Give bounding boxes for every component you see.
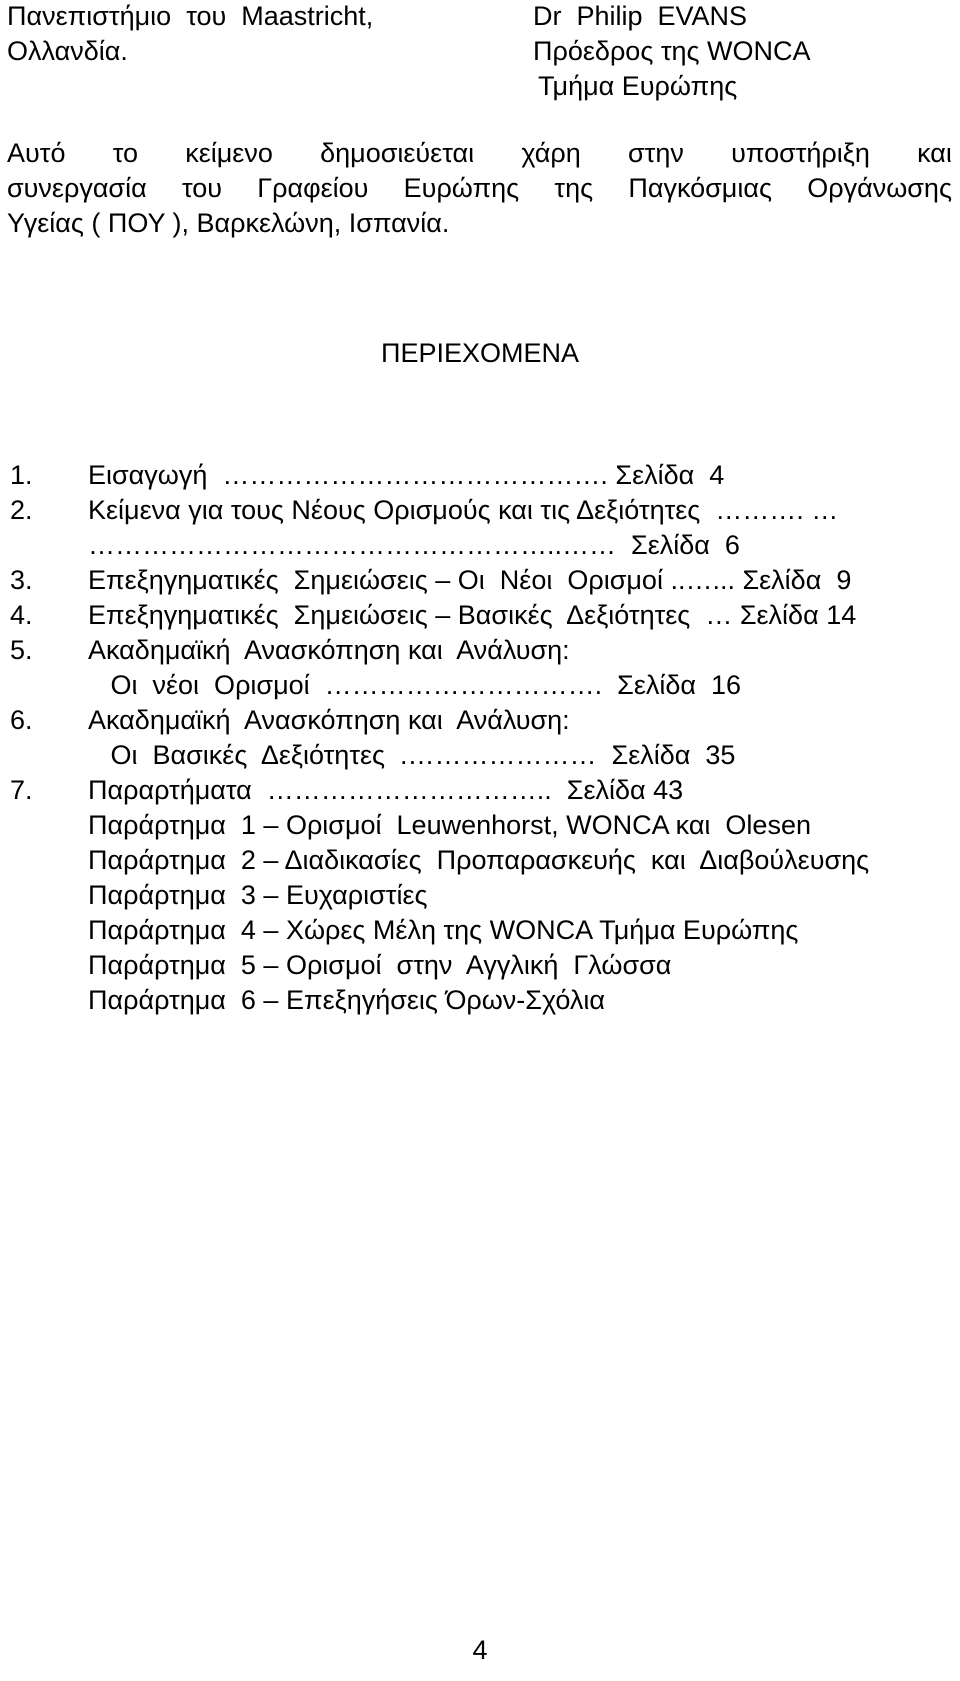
toc-item-number: 6. (10, 705, 33, 735)
intro-word: χάρη (521, 138, 581, 168)
appendix-item: Παράρτημα 5 – Ορισμοί στην Αγγλική Γλώσσα (88, 950, 672, 980)
intro-line-1 (7, 140, 952, 167)
appendix-item: Παράρτημα 2 – Διαδικασίες Προπαρασκευής και Διαβούλευσης (88, 845, 870, 875)
intro-word: Οργάνωσης (807, 173, 952, 203)
contents-heading: ΠΕΡΙΕΧΟΜΕΝΑ (380, 338, 580, 368)
intro-word: το (112, 138, 138, 168)
toc-item-text: Ακαδημαϊκή Ανασκόπηση και Ανάλυση: (88, 705, 570, 735)
intro-word: Ευρώπης (403, 173, 520, 203)
intro-word: Γραφείου (257, 173, 369, 203)
intro-word: υποστήριξη (731, 138, 870, 168)
toc-item-number: 1. (10, 460, 33, 490)
toc-item-text: Εισαγωγή ……………………………………. Σελίδα 4 (88, 460, 725, 490)
toc-item-text: Επεξηγηματικές Σημειώσεις – Οι Νέοι Ορισμοί ..…... Σελίδα 9 (88, 565, 852, 595)
intro-word: Παγκόσμιας (628, 173, 772, 203)
page-number: 4 (472, 1635, 488, 1665)
toc-item-text: Ακαδημαϊκή Ανασκόπηση και Ανάλυση: (88, 635, 570, 665)
intro-word: δημοσιεύεται (320, 138, 475, 168)
author-title: Πρόεδρος της WONCA (533, 36, 811, 66)
toc-item-number: 4. (10, 600, 33, 630)
appendix-item: Παράρτημα 6 – Επεξηγήσεις Όρων-Σχόλια (88, 985, 606, 1015)
toc-item-text: Οι Βασικές Δεξιότητες .………………… Σελίδα 35 (88, 740, 736, 770)
toc-item-text: Οι νέοι Ορισμοί …………………………. Σελίδα 16 (88, 670, 742, 700)
intro-word: συνεργασία (7, 173, 147, 203)
toc-item-text: Κείμενα για τους Νέους Ορισμούς και τις Δεξιότητες ………. … (88, 495, 839, 525)
toc-item-number: 7. (10, 775, 33, 805)
intro-line-3: Υγείας ( ΠΟΥ ), Βαρκελώνη, Ισπανία. (7, 208, 450, 238)
toc-item-number: 3. (10, 565, 33, 595)
appendix-item: Παράρτημα 1 – Ορισμοί Leuwenhorst, WONCA και Olesen (88, 810, 811, 840)
toc-item-text: Επεξηγηματικές Σημειώσεις – Βασικές Δεξιότητες … Σελίδα 14 (88, 600, 857, 630)
toc-item-text: Παραρτήματα ………………………….. Σελίδα 43 (88, 775, 684, 805)
author-affiliation-line2: Ολλανδία. (7, 36, 128, 66)
intro-word: του (181, 173, 223, 203)
author-name: Dr Philip EVANS (533, 1, 748, 31)
intro-word: της (554, 173, 594, 203)
toc-item-number: 5. (10, 635, 33, 665)
author-affiliation-line1: Πανεπιστήμιο του Maastricht, (7, 1, 374, 31)
intro-word: και (917, 138, 952, 168)
appendix-item: Παράρτημα 3 – Ευχαριστίες (88, 880, 428, 910)
toc-item-number: 2. (10, 495, 33, 525)
appendix-item: Παράρτημα 4 – Χώρες Μέλη της WONCA Τμήμα Ευρώπης (88, 915, 799, 945)
intro-word: στην (627, 138, 684, 168)
toc-item-text: ……………………………………………..…… Σελίδα 6 (88, 530, 740, 560)
author-department: Τμήμα Ευρώπης (538, 71, 738, 101)
intro-word: κείμενο (185, 138, 273, 168)
intro-line-2 (7, 175, 952, 202)
intro-word: Αυτό (7, 138, 66, 168)
